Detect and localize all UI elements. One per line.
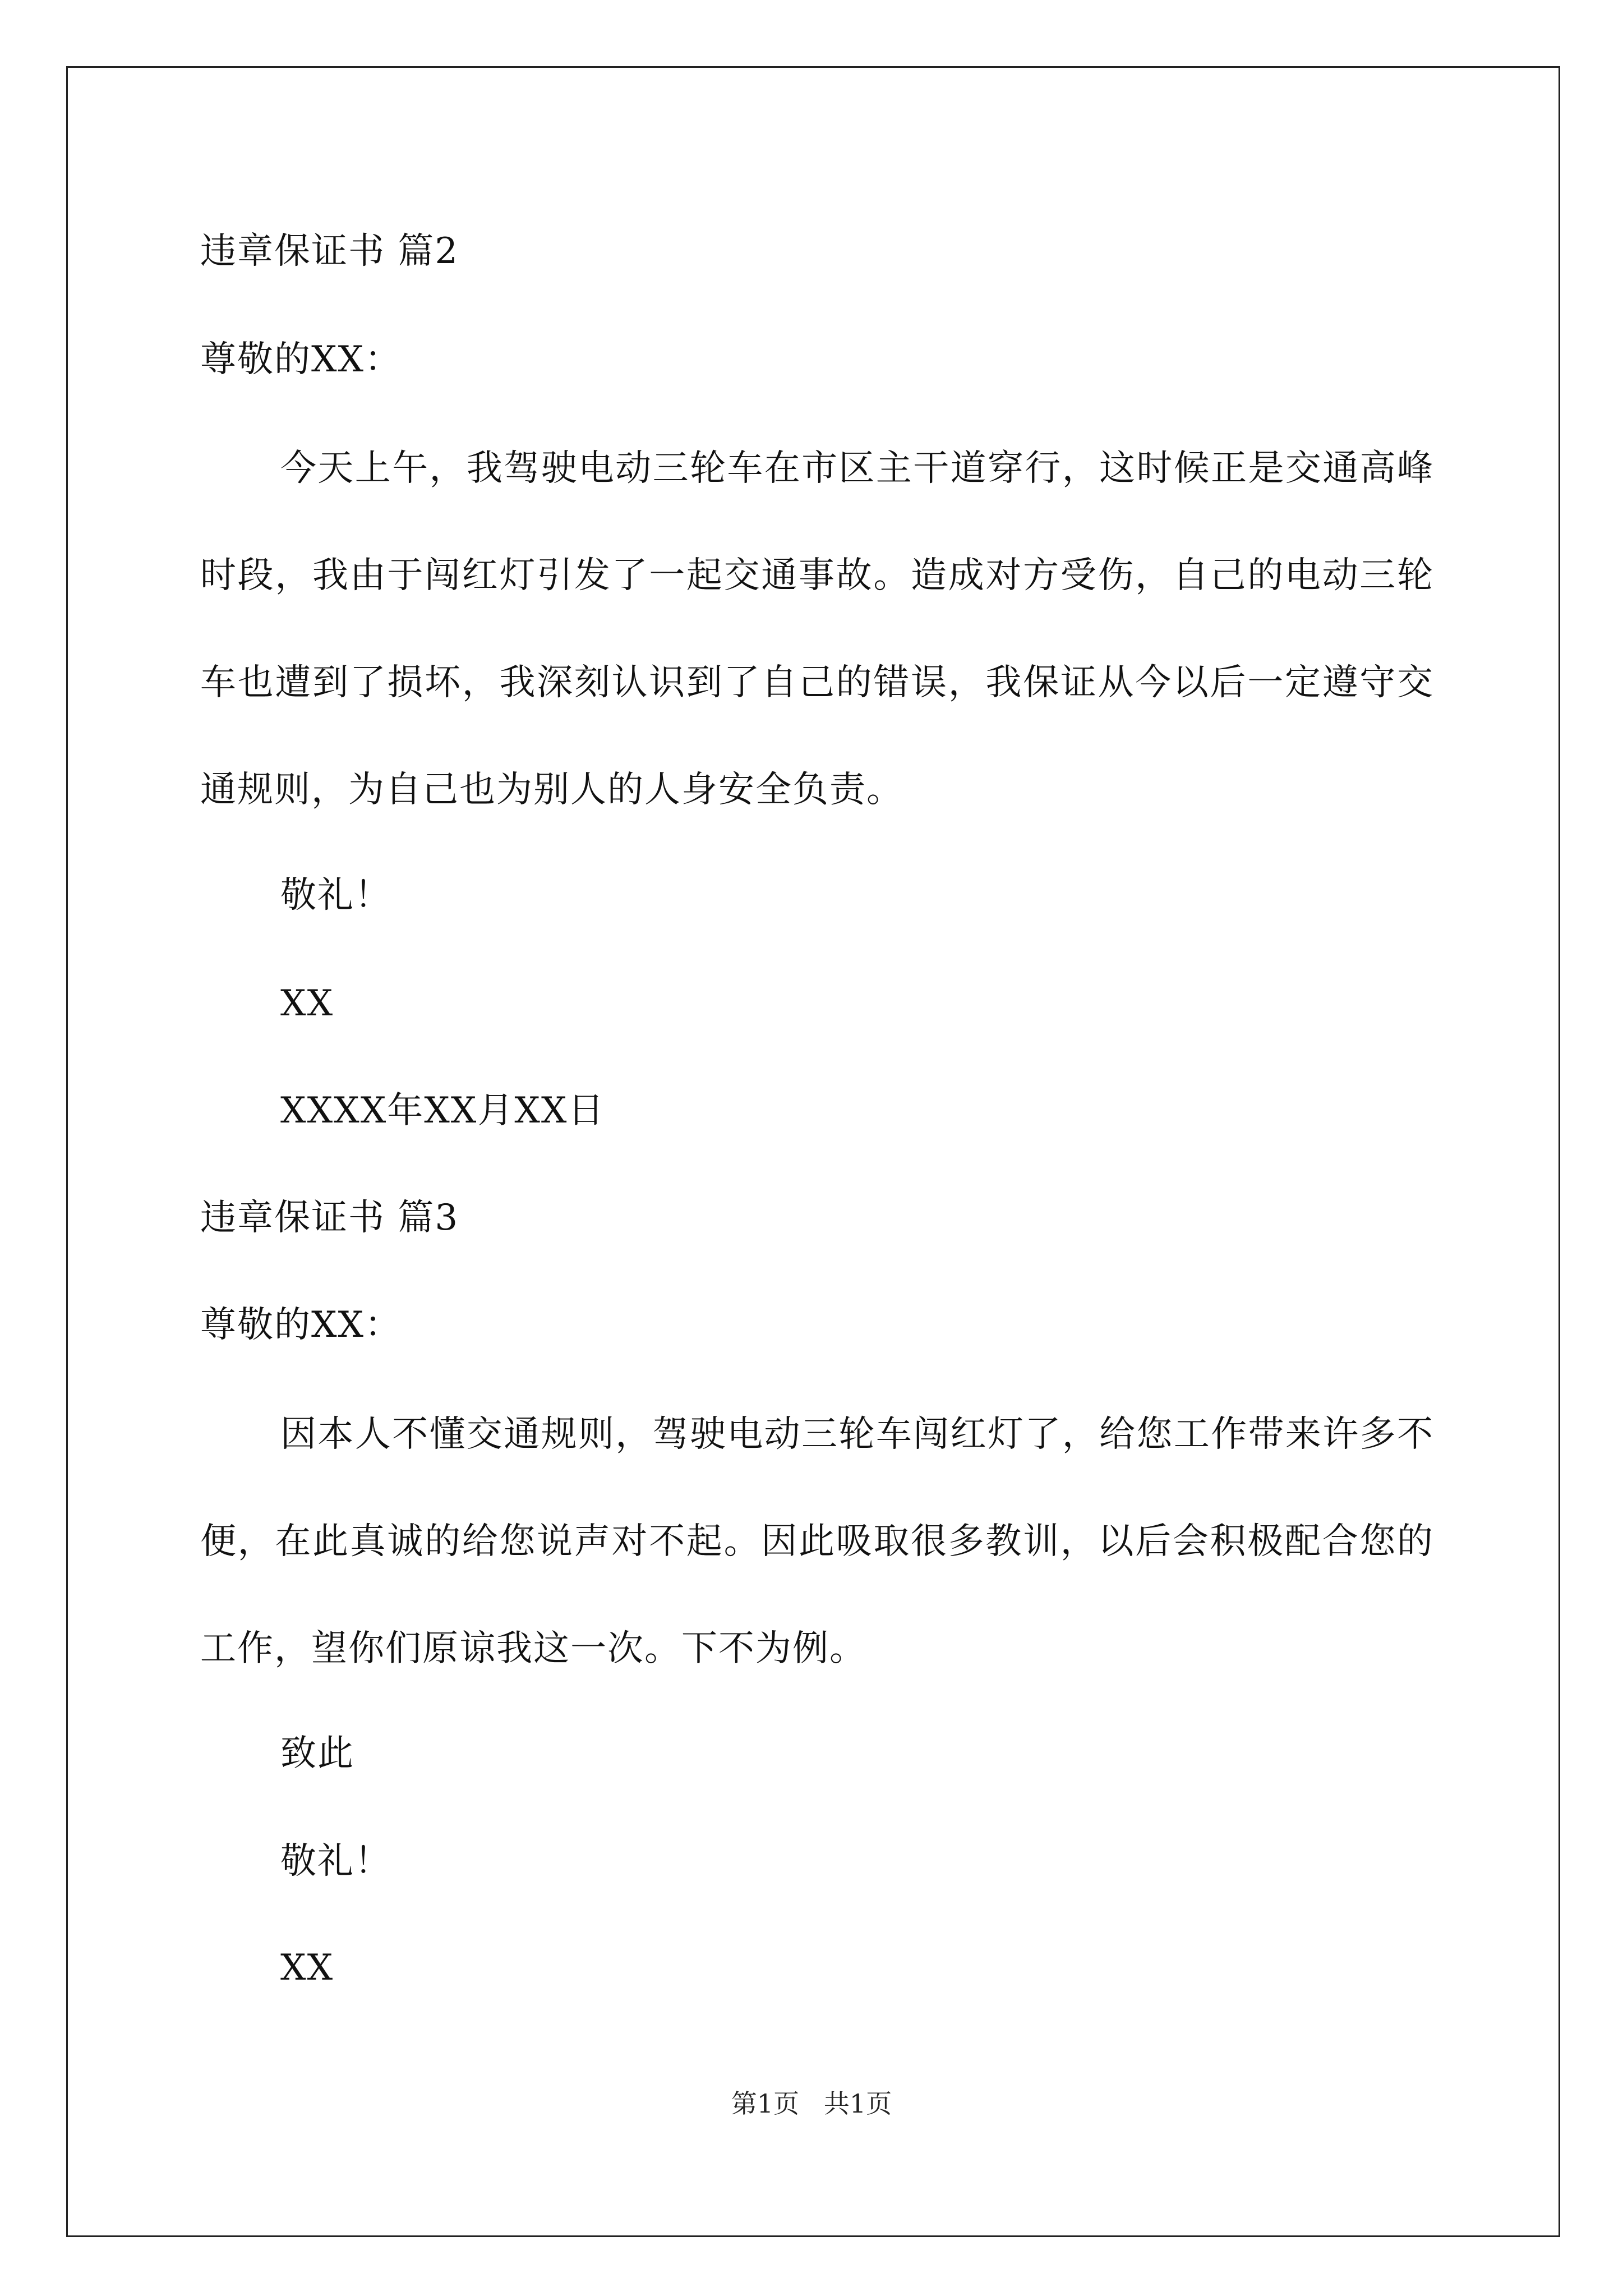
date: XXXX年XX月XX日	[280, 1090, 605, 1131]
page-footer: 第1页 共1页	[731, 2088, 892, 2119]
body-paragraph: 今天上午，我驾驶电动三轮车在市区主干道穿行，这时候正是交通高峰时段，我由于闯红灯引发了一起交通事故。造成对方受伤，自己的电动三轮车也遭到了损坏，我深刻认识到了自己的错误，我保证从今以后一定遵守交通规则，为自己也为别人的人身安全负责。	[200, 448, 1434, 811]
salutation: 尊敬的XX：	[200, 1304, 402, 1346]
closing: 敬礼！	[280, 1841, 391, 1882]
section-heading: 违章保证书 篇2	[200, 231, 459, 272]
signature: XX	[280, 1947, 334, 1989]
closing: 致此	[280, 1733, 354, 1774]
closing: 敬礼！	[280, 875, 391, 916]
salutation: 尊敬的XX：	[200, 339, 402, 380]
signature: XX	[280, 983, 334, 1024]
page-frame	[66, 66, 1560, 2237]
body-paragraph: 因本人不懂交通规则，驾驶电动三轮车闯红灯了，给您工作带来许多不便，在此真诚的给您说声对不起。因此吸取很多教训，以后会积极配合您的工作，望你们原谅我这一次。下不为例。	[200, 1414, 1434, 1669]
section-heading: 违章保证书 篇3	[200, 1197, 459, 1239]
